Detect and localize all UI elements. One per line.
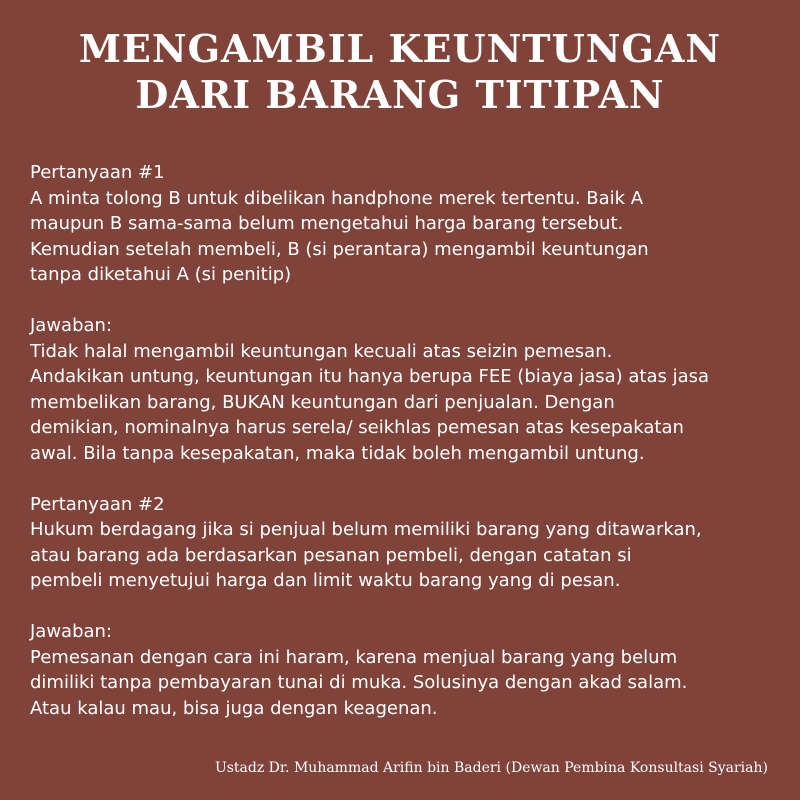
question-1-line-2: maupun B sama-sama belum mengetahui harga barang tersebut. [30, 213, 624, 234]
title-line-1: MENGAMBIL KEUNTUNGAN [78, 26, 722, 71]
answer-1-heading: Jawaban: [30, 315, 113, 336]
answer-1-line-2: Andakikan untung, keuntungan itu hanya berupa FEE (biaya jasa) atas jasa [30, 366, 710, 387]
answer-1-block [30, 313, 790, 466]
question-2-line-1: Hukum berdagang jika si penjual belum memiliki barang yang ditawarkan, [30, 519, 702, 540]
answer-2-line-3: Atau kalau mau, bisa juga dengan keagenan. [30, 697, 438, 719]
question-1-line-3: Kemudian setelah membeli, B (si perantara) mengambil keuntungan [30, 238, 649, 260]
question-1-line-1: A minta tolong B untuk dibelikan handphone merek tertentu. Baik A [30, 187, 644, 209]
answer-2-line-1: Pemesanan dengan cara ini haram, karena menjual barang yang belum [30, 646, 678, 668]
answer-2-line-2: dimiliki tanpa pembayaran tunai di muka. Solusinya dengan akad salam. [30, 672, 688, 693]
answer-2-heading: Jawaban: [30, 621, 113, 642]
answer-1-line-3: membelikan barang, BUKAN keuntungan dari penjualan. Dengan [30, 391, 615, 413]
question-1-line-4: tanpa diketahui A (si penitip) [30, 264, 292, 285]
title-line-2: DARI BARANG TITIPAN [135, 72, 665, 117]
question-2-heading: Pertanyaan #2 [30, 493, 165, 515]
answer-1-line-1: Tidak halal mengambil keuntungan kecuali atas seizin pemesan. [30, 340, 613, 362]
page-title [0, 26, 800, 118]
question-2-block [30, 492, 790, 594]
question-1-block [30, 160, 790, 288]
question-1-heading: Pertanyaan #1 [30, 162, 165, 183]
question-2-line-3: pembeli menyetujui harga dan limit waktu barang yang di pesan. [30, 570, 621, 591]
qa-content [30, 160, 790, 747]
answer-1-line-5: awal. Bila tanpa kesepakatan, maka tidak boleh mengambil untung. [30, 442, 645, 464]
answer-2-block [30, 619, 790, 721]
question-2-line-2: atau barang ada berdasarkan pesanan pembeli, dengan catatan si [30, 544, 632, 566]
answer-1-line-4: demikian, nominalnya harus serela/ seikhlas pemesan atas kesepakatan [30, 417, 684, 438]
author-credit: Ustadz Dr. Muhammad Arifin bin Baderi (Dewan Pembina Konsultasi Syariah) [214, 760, 768, 776]
